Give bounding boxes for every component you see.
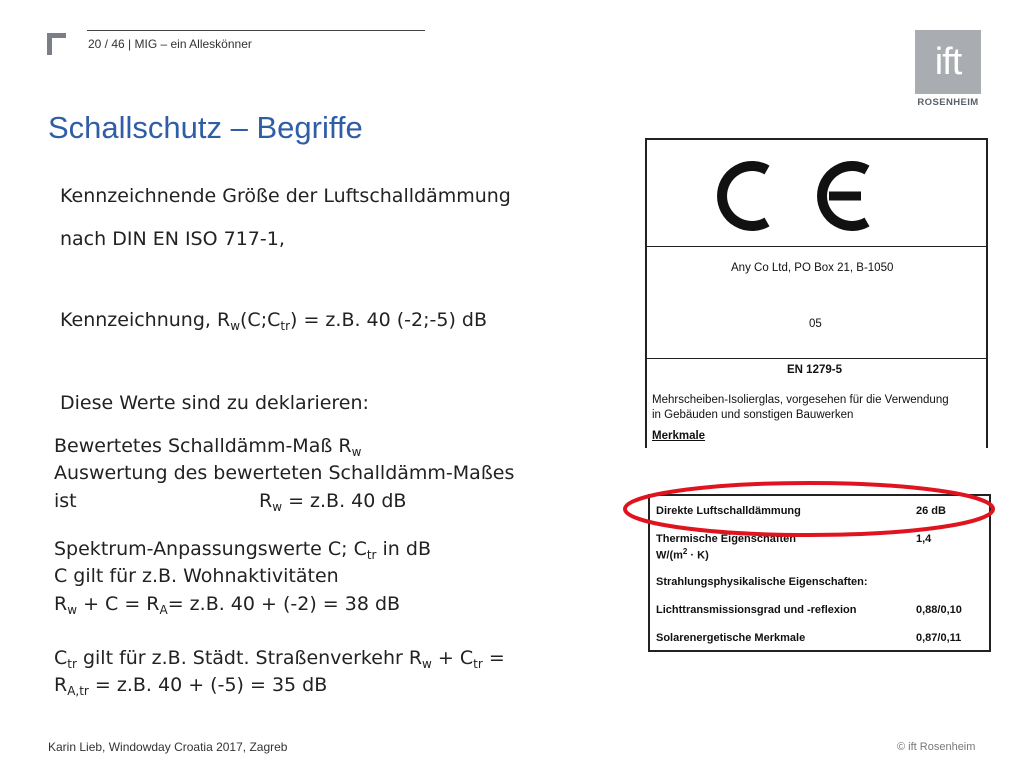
table-row-value: 0,87/0,11 — [916, 632, 962, 644]
table-row-label: Solarenergetische Merkmale — [656, 632, 806, 644]
footer-author: Karin Lieb, Windowday Croatia 2017, Zagreb — [48, 740, 288, 754]
ce-standard: EN 1279-5 — [787, 364, 842, 376]
ist-label: ist — [54, 490, 77, 512]
ce-company: Any Co Ltd, PO Box 21, B-1050 — [731, 262, 894, 274]
ctr-line: $C_{tr}$ gilt für z.B. Städt. Straßenverkehr $R_w + C_{tr}$ = — [54, 647, 505, 671]
page-info: 20 / 46 | MIG – ein Alleskönner — [88, 37, 252, 51]
ce-standard-cell — [647, 358, 986, 450]
footer-copyright: © ift Rosenheim — [897, 741, 976, 753]
ce-label — [645, 138, 988, 448]
deklarieren-line: Diese Werte sind zu deklarieren: — [60, 392, 369, 414]
table-row-label: Strahlungsphysikalische Eigenschaften: — [656, 576, 868, 588]
ce-description-2: in Gebäuden und sonstigen Bauwerken — [652, 409, 854, 421]
table-row-label: Lichttransmissionsgrad und -reflexion — [656, 604, 857, 616]
ift-logo — [915, 30, 981, 106]
table-row-label: Direkte Luftschalldämmung — [656, 505, 801, 517]
ce-description-1: Mehrscheiben-Isolierglas, vorgesehen für die Verwendung — [652, 394, 949, 406]
ce-merkmale: Merkmale — [652, 430, 706, 442]
table-row-value: 0,88/0,10 — [916, 604, 962, 616]
table-row-value: 1,4 — [916, 533, 932, 545]
table-row-value: 26 dB — [916, 505, 946, 517]
text-line-1: Kennzeichnende Größe der Luftschalldämmung — [60, 185, 511, 207]
ratr-line: $R_{A,tr} = z.B$. 40 + (-5) = 35 dB — [54, 674, 328, 698]
ce-mark-icon — [647, 140, 986, 246]
ist-value: $R_w = z.B$. 40 dB — [259, 490, 407, 514]
table-row-label: Thermische Eigenschaften — [656, 533, 796, 545]
bewertetes-line: Bewertetes Schalldämm-Maß $R_w$ — [54, 435, 362, 459]
ce-year: 05 — [809, 318, 822, 330]
header-rule — [87, 30, 425, 31]
c-gilt-line: C gilt für z.B. Wohnaktivitäten — [54, 565, 339, 587]
slide-title: Schallschutz – Begriffe — [48, 110, 363, 145]
kennzeichnung-line: Kennzeichnung, $R_w(C;C_{tr}) = z.B$. 40 (-2;-5) dB — [60, 309, 488, 333]
text-line-2: nach DIN EN ISO 717-1, — [60, 228, 285, 250]
ce-company-cell — [647, 246, 986, 359]
logo-text: ift — [934, 41, 962, 83]
logo-subtitle: ROSENHEIM — [917, 97, 979, 108]
rw-c-line: $R_w + C = R_A= z.B$. 40 + (-2) = 38 dB — [54, 593, 401, 617]
highlight-oval — [622, 480, 996, 538]
spektrum-line: Spektrum-Anpassungswerte C; $C_{tr}$ in dB — [54, 538, 431, 562]
auswertung-line: Auswertung des bewerteten Schalldämm-Maßes — [54, 462, 515, 484]
ce-mark-cell — [647, 140, 986, 247]
corner-bracket-icon — [47, 33, 66, 55]
table-row-unit: $W/(m^2 \cdot K)$ — [656, 547, 709, 562]
